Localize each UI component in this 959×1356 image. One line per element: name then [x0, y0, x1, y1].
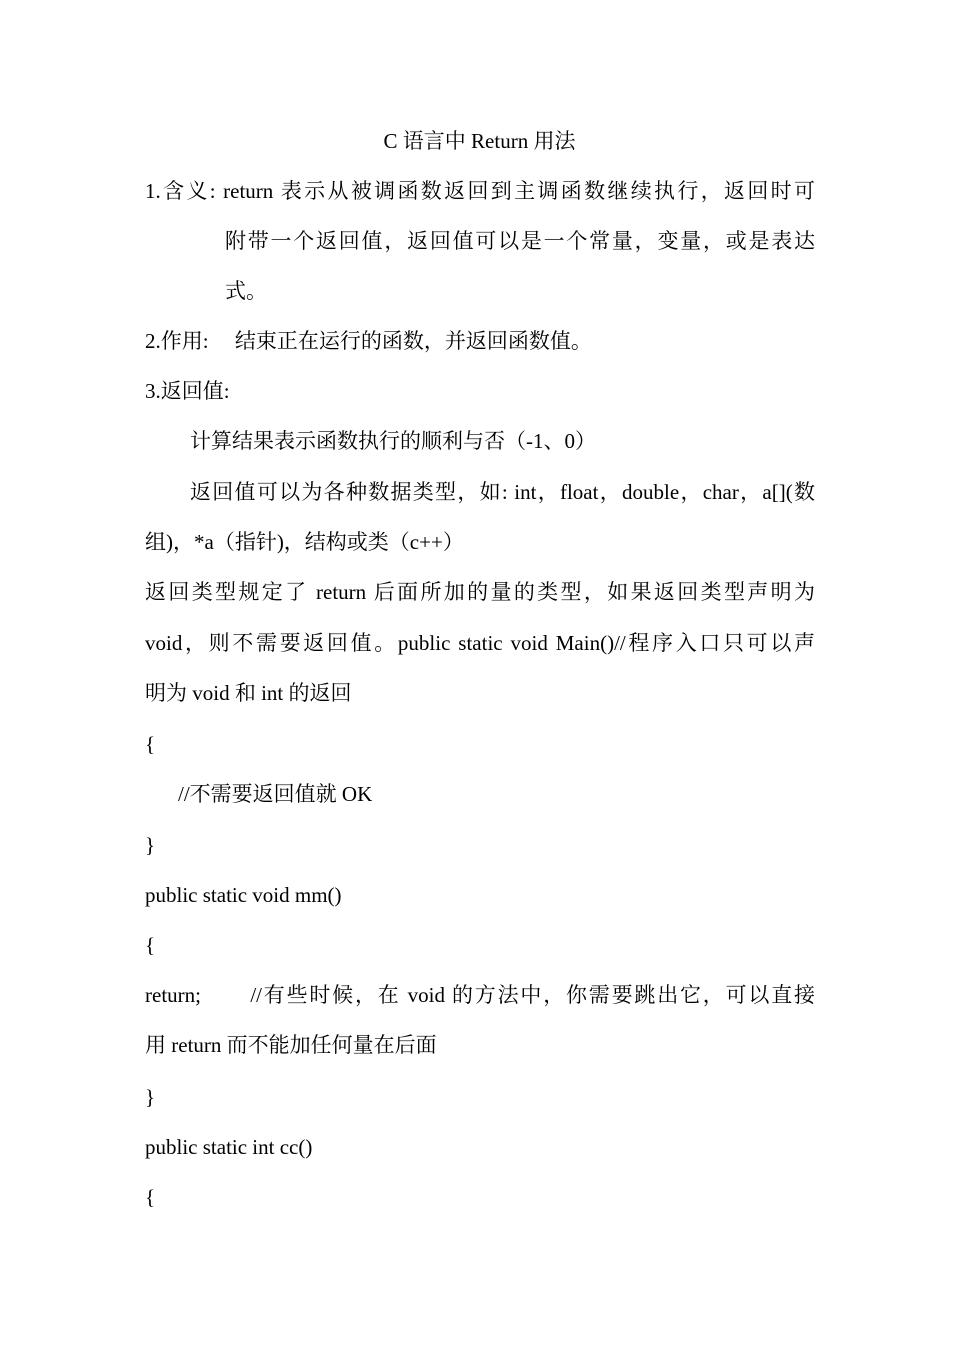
code-line: } [145, 1085, 156, 1109]
paragraph-line: 3.返回值: [145, 379, 230, 403]
paragraph-line: 式。 [225, 279, 267, 303]
paragraph-line: 计算结果表示函数执行的顺利与否（-1、0） [190, 429, 596, 453]
code-line: //不需要返回值就 OK [178, 782, 373, 806]
document-title: C 语言中 Return 用法 [383, 129, 576, 153]
paragraph-line: 组)，*a（指针)，结构或类（c++） [145, 530, 464, 554]
code-line: { [145, 933, 156, 957]
code-line: { [145, 1185, 156, 1209]
paragraph-line: void，则不需要返回值。public static void Main()//程序入口只可以声 [145, 631, 815, 655]
paragraph-line: 2.作用: 结束正在运行的函数，并返回函数值。 [145, 329, 592, 353]
code-line: public static void mm() [145, 883, 342, 907]
code-line: } [145, 833, 156, 857]
paragraph-line: 返回类型规定了 return 后面所加的量的类型，如果返回类型声明为 [145, 580, 815, 604]
paragraph-line: 明为 void 和 int 的返回 [145, 681, 352, 705]
paragraph-line: 1.含义: return 表示从被调函数返回到主调函数继续执行，返回时可 [145, 179, 815, 203]
code-line: 用 return 而不能加任何量在后面 [145, 1033, 437, 1057]
paragraph-line: 附带一个返回值，返回值可以是一个常量，变量，或是表达 [225, 229, 815, 253]
paragraph-line: 返回值可以为各种数据类型，如: int，float，double，char，a[](数 [190, 480, 815, 504]
code-line: { [145, 732, 156, 756]
code-line: public static int cc() [145, 1135, 313, 1159]
code-line: return; //有些时候，在 void 的方法中，你需要跳出它，可以直接 [145, 983, 815, 1007]
